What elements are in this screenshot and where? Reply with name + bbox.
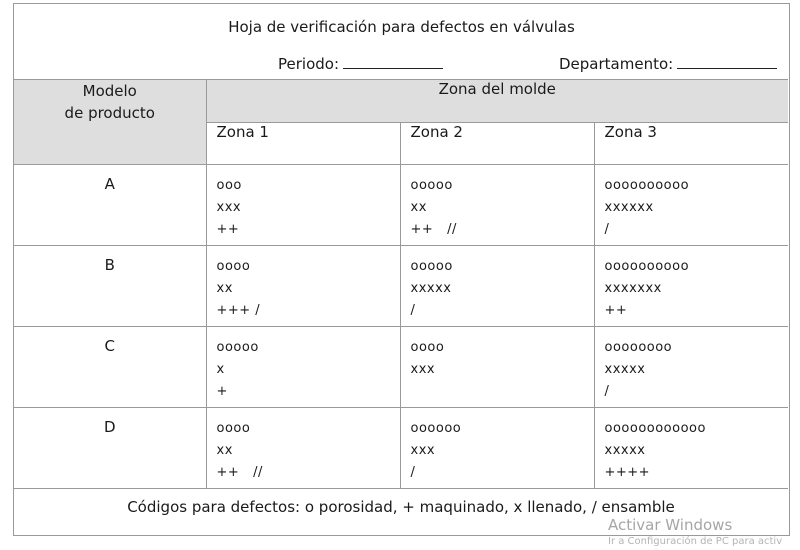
- windows-activation-title: Activar Windows: [608, 516, 733, 534]
- period-field: [278, 54, 443, 73]
- tally-line: ooooo: [216, 340, 259, 355]
- tally-line: oooooooooo: [604, 178, 690, 193]
- tally-line: +++ /: [216, 303, 261, 318]
- tally-line: ++++: [604, 465, 651, 480]
- department-field: [559, 54, 777, 73]
- model-label: A: [14, 165, 206, 246]
- tally-line: +: [216, 384, 228, 399]
- tally-line: ++: [604, 303, 628, 318]
- table-row: [14, 408, 788, 489]
- tally-line: xxx: [216, 200, 242, 215]
- tally-line: oooooo: [410, 421, 462, 436]
- tally-line: oooo: [410, 340, 445, 355]
- tally-cell: [206, 246, 400, 327]
- model-label: C: [14, 327, 206, 408]
- tally-cell: [594, 327, 788, 408]
- tally-line: x: [216, 362, 225, 377]
- model-header: [14, 80, 206, 165]
- tally-line: /: [604, 384, 610, 399]
- tally-line: ++ //: [410, 222, 457, 237]
- tally-cell: [594, 246, 788, 327]
- tally-line: oooooooooooo: [604, 421, 706, 436]
- defects-table: [14, 79, 788, 525]
- zone-header-2: Zona 2: [400, 122, 594, 165]
- tally-line: oooooooooo: [604, 259, 690, 274]
- tally-line: oooooooo: [604, 340, 673, 355]
- department-blank-line: [677, 54, 777, 69]
- tally-line: xxx: [410, 362, 436, 377]
- period-blank-line: [343, 54, 443, 69]
- windows-activation-subtitle: Ir a Configuración de PC para activ: [608, 536, 783, 547]
- tally-line: xxxxx: [604, 362, 646, 377]
- zone-header-3: Zona 3: [594, 122, 788, 165]
- model-header-line2: de producto: [64, 104, 155, 122]
- model-label: D: [14, 408, 206, 489]
- tally-line: oooo: [216, 421, 251, 436]
- tally-cell: [400, 246, 594, 327]
- tally-line: xxx: [410, 443, 436, 458]
- tally-line: /: [410, 465, 416, 480]
- tally-line: ++ //: [216, 465, 263, 480]
- department-label: Departamento:: [559, 55, 674, 73]
- tally-cell: [206, 165, 400, 246]
- tally-cell: [400, 408, 594, 489]
- period-label: Periodo:: [278, 55, 340, 73]
- tally-line: ooo: [216, 178, 242, 193]
- zone-header-1: Zona 1: [206, 122, 400, 165]
- tally-cell: [594, 165, 788, 246]
- tally-line: ooooo: [410, 178, 453, 193]
- tally-line: xxxxx: [604, 443, 646, 458]
- model-label: B: [14, 246, 206, 327]
- table-row: [14, 165, 788, 246]
- tally-line: oooo: [216, 259, 251, 274]
- tally-line: /: [604, 222, 610, 237]
- table-row: [14, 327, 788, 408]
- tally-cell: [206, 327, 400, 408]
- model-header-line1: Modelo: [82, 82, 137, 100]
- defect-codes-legend: Códigos para defectos: o porosidad, + maquinado, x llenado, / ensamble: [14, 489, 788, 526]
- table-row: [14, 246, 788, 327]
- sheet-title: Hoja de verificación para defectos en válvulas: [228, 18, 575, 36]
- check-sheet: [13, 3, 790, 536]
- tally-cell: [206, 408, 400, 489]
- tally-cell: [400, 165, 594, 246]
- tally-line: xx: [216, 443, 233, 458]
- tally-cell: [400, 327, 594, 408]
- tally-line: [411, 381, 594, 403]
- zone-group-header: Zona del molde: [206, 80, 788, 123]
- tally-line: xxxxxx: [604, 200, 654, 215]
- tally-line: ooooo: [410, 259, 453, 274]
- tally-line: ++: [216, 222, 240, 237]
- tally-line: xx: [216, 281, 233, 296]
- tally-line: xx: [410, 200, 427, 215]
- tally-line: xxxxx: [410, 281, 452, 296]
- tally-line: /: [410, 303, 416, 318]
- tally-cell: [594, 408, 788, 489]
- tally-line: xxxxxxx: [604, 281, 662, 296]
